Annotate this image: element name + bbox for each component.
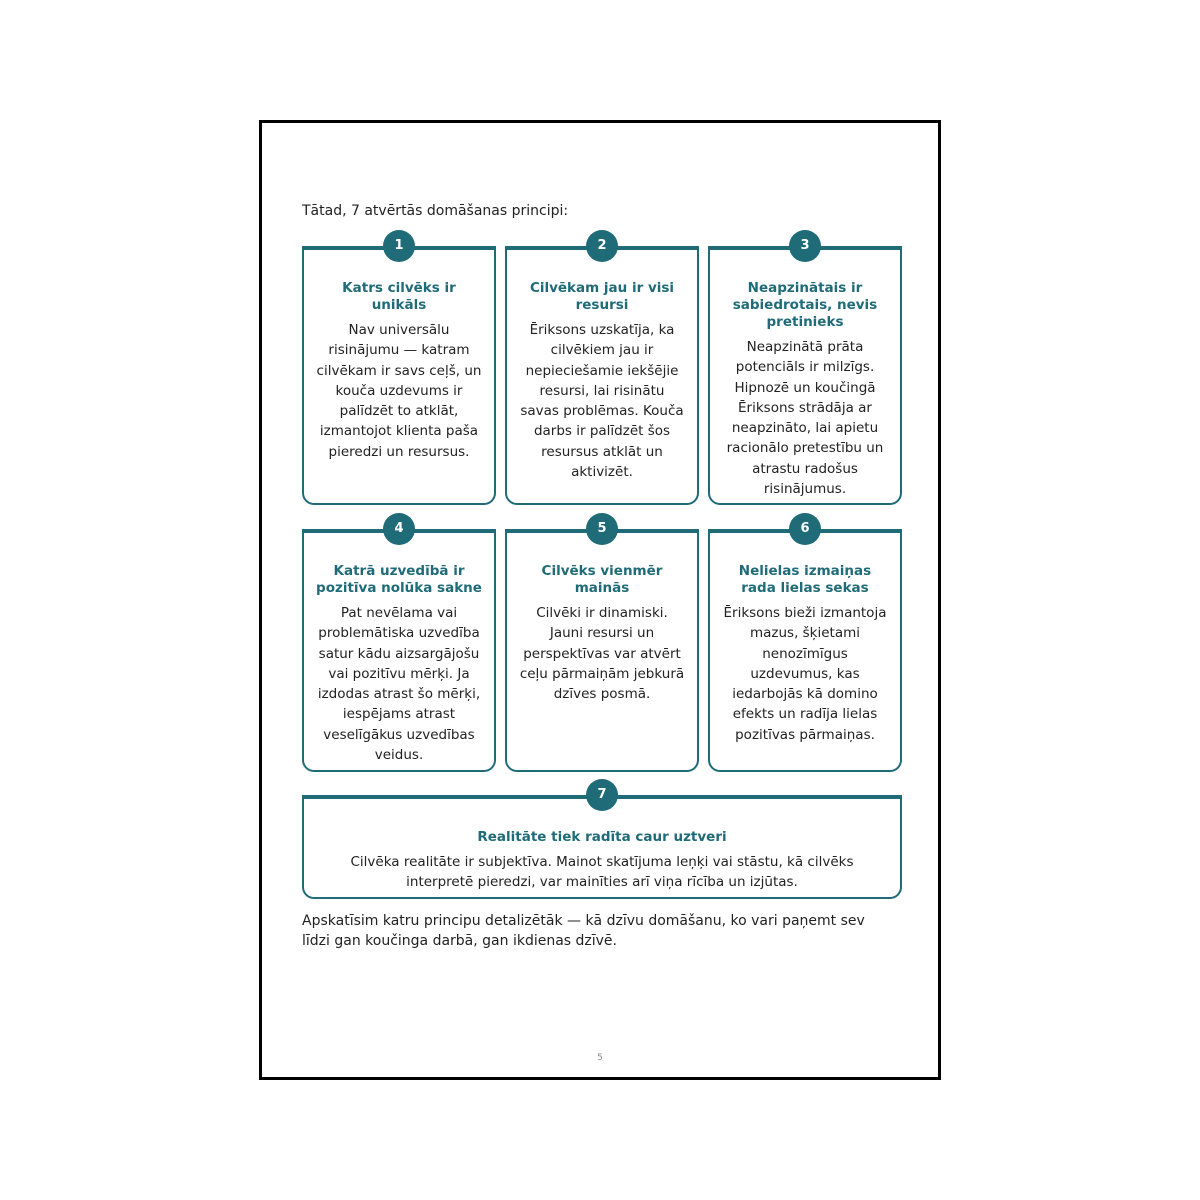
principle-title: Cilvēks vienmēr mainās xyxy=(541,563,663,596)
principle-number-badge: 2 xyxy=(586,230,618,262)
principle-number-badge: 5 xyxy=(586,513,618,545)
page-number: 5 xyxy=(597,1053,603,1063)
principle-card-7 xyxy=(302,787,902,899)
intro-text: Tātad, 7 atvērtās domāšanas principi: xyxy=(302,203,569,219)
principle-text: Nav universālu risinājumu — katram cilvēkam ir savs ceļš, un kouča uzdevums ir palīdzēt to atklāt, izmantojot klienta paša pieredzi un resursus. xyxy=(316,322,482,460)
outro-text: Apskatīsim katru principu detalizētāk — kā dzīvu domāšanu, ko vari paņemt sev līdzi gan koučinga darbā, gan ikdienas dzīvē. xyxy=(302,913,865,949)
principle-number-badge: 1 xyxy=(383,230,415,262)
principle-title: Neapzinātais ir sabiedrotais, nevis pretinieks xyxy=(732,280,878,330)
principle-card-3 xyxy=(708,238,902,505)
principle-card-6 xyxy=(708,521,902,772)
principle-card-2 xyxy=(505,238,699,505)
principle-title: Katrā uzvedībā ir pozitīva nolūka sakne xyxy=(316,563,482,596)
principle-text: Neapzinātā prāta potenciāls ir milzīgs. Hipnozē un koučingā Ēriksons strādāja ar neapzināto, lai apietu racionālo pretestību un atrastu radošus risinājumus. xyxy=(726,339,884,498)
principle-text: Cilvēki ir dinamiski. Jauni resursi un perspektīvas var atvērt ceļu pārmaiņām jebkurā dzīves posmā. xyxy=(519,605,685,703)
principle-number-badge: 4 xyxy=(383,513,415,545)
principle-card-4 xyxy=(302,521,496,772)
principle-title: Katrs cilvēks ir unikāls xyxy=(342,280,456,313)
principle-text: Pat nevēlama vai problemātiska uzvedība satur kādu aizsargājošu vai pozitīvu mērķi. Ja izdodas atrast šo mērķi, iespējams atrast veselīgākus uzvedības veidus. xyxy=(317,605,481,764)
principle-title: Nelielas izmaiņas rada lielas sekas xyxy=(738,563,872,596)
principle-card-5 xyxy=(505,521,699,772)
principle-text: Ēriksons bieži izmantoja mazus, šķietami nenozīmīgus uzdevumus, kas iedarbojās kā domino efekts un radīja lielas pozitīvas pārmaiņas. xyxy=(723,605,887,743)
principle-card-1 xyxy=(302,238,496,505)
principle-text: Ēriksons uzskatīja, ka cilvēkiem jau ir nepieciešamie iekšējie resursi, lai risinātu savas problēmas. Kouča darbs ir palīdzēt šos resursus atklāt un aktivizēt. xyxy=(520,322,684,481)
principle-title: Cilvēkam jau ir visi resursi xyxy=(529,280,675,313)
principle-number-badge: 7 xyxy=(586,779,618,811)
principle-title: Realitāte tiek radīta caur uztveri xyxy=(477,829,727,845)
principle-number-badge: 3 xyxy=(789,230,821,262)
principle-number-badge: 6 xyxy=(789,513,821,545)
principle-text: Cilvēka realitāte ir subjektīva. Mainot skatījuma leņķi vai stāstu, kā cilvēks interpretē pieredzi, var mainīties arī viņa rīcība un izjūtas. xyxy=(350,854,854,891)
document-page xyxy=(259,120,941,1080)
